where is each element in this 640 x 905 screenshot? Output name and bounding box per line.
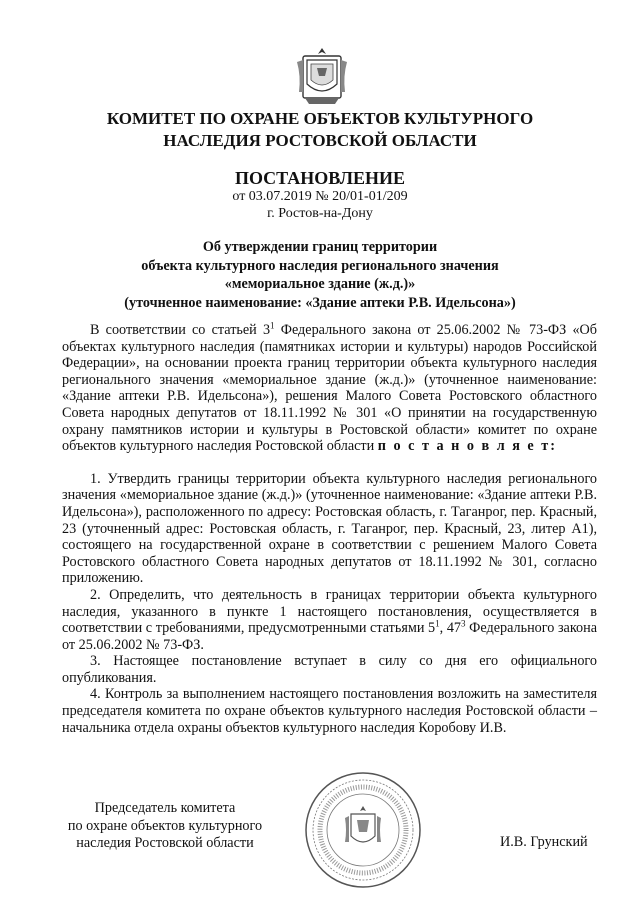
item-2-sup-1: 1 [435,618,440,629]
subject-line-4: (уточненное наименование: «Здание аптеки Р.В. Идельсона») [124,294,516,311]
document-body [62,322,597,736]
org-line-2: НАСЛЕДИЯ РОСТОВСКОЙ ОБЛАСТИ [163,131,477,150]
preamble-sup: 1 [270,320,275,331]
org-line-1: КОМИТЕТ ПО ОХРАНЕ ОБЪЕКТОВ КУЛЬТУРНОГО [106,109,534,128]
organization-name [60,108,580,152]
item-2-text-b: , 47 [439,620,462,637]
item-2-sup-2: 3 [461,618,466,629]
item-2-text-a: 2. Определить, что деятельность в границах территории объекта культурного наследия, указанного в пункте 1 настоящего постановления, осуществляется в соответствии с требованиями, предусмотренными статьями 5 [62,586,597,637]
document-city: г. Ростов-на-Дону [267,206,373,221]
signatory-title [60,800,270,853]
item-2 [62,587,597,653]
item-1: 1. Утвердить границы территории объекта культурного наследия регионального значения «мемориальное здание (ж.д.)» (уточненное наименование: «Здание аптеки Р.В. Идельсона»), расположенного по адресу: Ростовская область, г. Таганрог, пер. Красный, 23 (уточненный адрес: Ростовская область, г. Таганрог, пер. Красный, 23, литер А1), состоящего на государственной охране в соответствии с решением Малого Совета Ростовского областного Совета народных депутатов от 18.11.1992 № 301, согласно приложению. [62,470,597,587]
document-subject [90,238,550,312]
preamble-paragraph [62,322,597,455]
signatory-line-2: по охране объектов культурного [67,817,263,834]
official-seal-icon [303,770,423,890]
signatory-line-3: наследия Ростовской области [76,835,254,851]
subject-line-1: Об утверждении границ территории [202,239,438,255]
document-date-number: от 03.07.2019 № 20/01-01/209 [232,189,408,204]
item-4: 4. Контроль за выполнением настоящего постановления возложить на заместителя председателя комитета по охране объектов культурного наследия Ростовской области – начальника отдела охраны объектов культурного наследия Коробову И.В. [62,686,597,736]
coat-of-arms-icon [295,46,349,106]
item-3: 3. Настоящее постановление вступает в силу со дня его официального опубликования. [62,653,597,686]
preamble-text-1: В соответствии со статьей 3 [90,322,271,338]
signatory-name: И.В. Грунский [500,834,588,850]
document-type: ПОСТАНОВЛЕНИЕ [234,168,406,188]
item-2-text-c: Федерального закона от 25.06.2002 № 73-ФЗ. [62,620,598,653]
subject-line-3: «мемориальное здание (ж.д.)» [224,276,416,292]
subject-line-2: объекта культурного наследия регионального значения [141,257,499,274]
decree-word: п о с т а н о в л я е т: [377,438,557,455]
preamble-text-2: Федерального закона от 25.06.2002 № 73-ФЗ «Об объектах культурного наследия (памятниках истории и культуры) народов Российской Федерации», на основании проекта границ территории объекта культурного наследия регионального значения «мемориальное здание (ж.д.)» (уточненное наименование: «Здание аптеки Р.В. Идельсона»), решения Малого Совета Ростовского областного Совета народных депутатов от 18.11.1992 № 301 «О принятии на государственную охрану памятников истории и культуры в Ростовской области» комитет по охране объектов культурного наследия Ростовской области [62,322,597,455]
signatory-line-1: Председатель комитета [94,800,236,816]
